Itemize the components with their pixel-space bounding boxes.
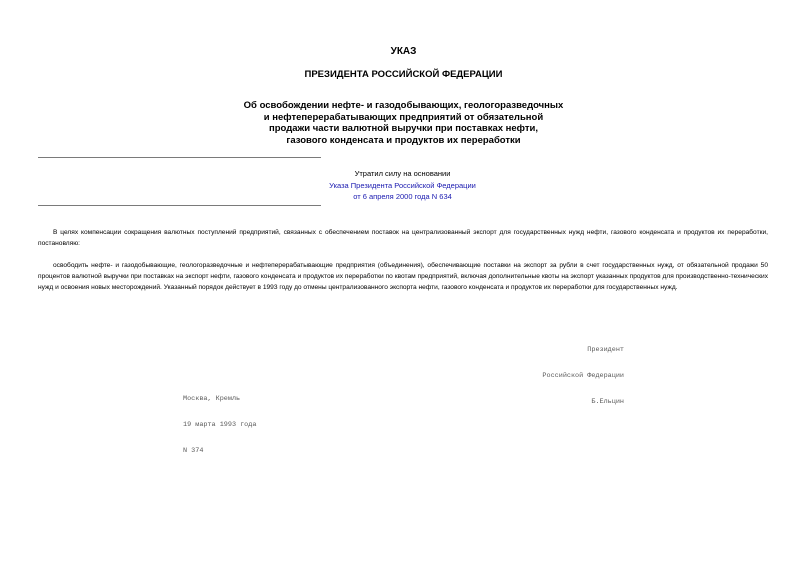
divider-top xyxy=(38,157,321,158)
repeal-decree-link[interactable]: Указа Президента Российской Федерации xyxy=(329,180,476,190)
signing-date: 19 марта 1993 года xyxy=(183,420,257,429)
document-type-title: УКАЗ xyxy=(390,46,417,57)
repeal-note-text: Утратил силу на основании xyxy=(354,169,451,178)
subject-line-4: газового конденсата и продуктов их переработки xyxy=(286,134,521,146)
subject-line-3: продажи части валютной выручки при поставках нефти, xyxy=(268,123,538,134)
place-date-block xyxy=(183,377,256,465)
signature-block xyxy=(542,328,624,416)
operative-paragraph: освободить нефте- и газодобывающие, геологоразведочные и нефтеперерабатывающие предприятия (объединения), обеспечивающие поставки на экспорт за рубли в счет государственных нужд, от обязательной продажи 50 процентов валютной выручки при поставках на экспорт нефти, газового конденсата и продуктов их переработки по квотам предприятий, включая дополнительные квоты на экспорт указанных продуктов для производственно-технических нужд и освоения новых месторождений. Указанный порядок действует в 1993 году до отмены централизованного экспорта нефти, газового конденсата и продуктов их переработки для государственных нужд. xyxy=(38,262,768,291)
subject-line-2: и нефтеперерабатывающих предприятий от обязательной xyxy=(263,111,544,123)
repeal-note xyxy=(300,168,505,203)
subject-line-1: Об освобождении нефте- и газодобывающих, геологоразведочных xyxy=(243,100,564,111)
issuer-title: ПРЕЗИДЕНТА РОССИЙСКОЙ ФЕДЕРАЦИИ xyxy=(304,69,503,80)
signature-position: Президент xyxy=(587,345,624,354)
divider-bottom xyxy=(38,205,321,206)
document-subject xyxy=(0,100,807,146)
preamble-paragraph: В целях компенсации сокращения валютных поступлений предприятий, связанных с обеспечением поставок на централизованный экспорт для государственных нужд нефти, газового конденсата и продуктов их переработки, постановляю: xyxy=(38,229,768,247)
signature-country: Российской Федерации xyxy=(542,371,624,380)
repeal-decree-date-link[interactable]: от 6 апреля 2000 года N 634 xyxy=(353,192,452,201)
decree-number: N 374 xyxy=(183,447,204,456)
signature-name: Б.Ельцин xyxy=(591,398,624,407)
signing-place: Москва, Кремль xyxy=(183,394,241,403)
